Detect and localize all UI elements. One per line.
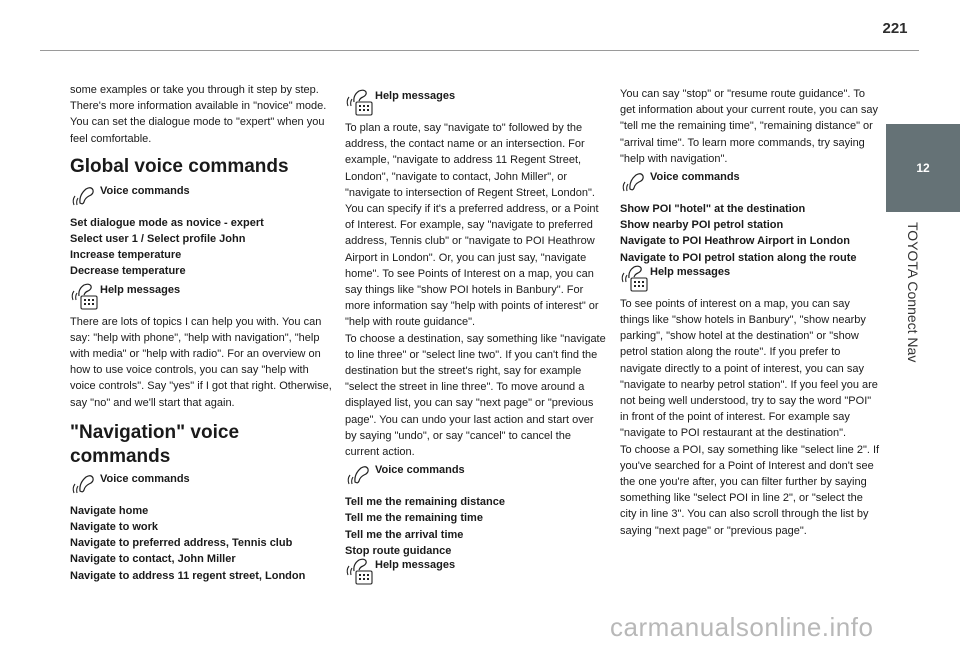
- intro-paragraph: You can say "stop" or "resume route guidance". To get information about your current route, you can say "tell me the remaining time", "remaining distance" or "arrival time". To learn more commands, try saying "help with navigation".: [620, 88, 879, 165]
- command-item: Show nearby POI petrol station: [620, 219, 784, 232]
- help-paragraph: To see points of interest on a map, you can say things like "show hotels in Banbury", "show nearby parking", "show hotel at the destination" or "show petrol station along the route". If you prefer to navigate directly to a point of interest, you can say "navigate to nearby petrol station". If you feel you are not being well understood, try to say the word "POI" in front of the point of interest. For example say "navigate to POI restaurant at the destination".: [620, 297, 878, 440]
- voice-command-icon: [70, 471, 100, 499]
- command-item: Tell me the remaining distance: [345, 496, 505, 509]
- voice-commands-row: [620, 169, 882, 197]
- voice-commands-row: [345, 462, 607, 490]
- voice-command-icon: [345, 462, 375, 490]
- command-item: Decrease temperature: [70, 265, 186, 278]
- command-item: Increase temperature: [70, 249, 182, 262]
- help-messages-label: Help messages: [650, 265, 731, 278]
- voice-commands-row: [70, 471, 332, 499]
- command-item: Navigate to contact, John Miller: [70, 553, 236, 566]
- page-number: 221: [882, 20, 908, 37]
- column-1: [70, 82, 332, 584]
- command-list: [70, 215, 332, 280]
- command-item: Stop route guidance: [345, 544, 452, 557]
- command-item: Navigate home: [70, 504, 149, 517]
- chapter-title: TOYOTA Connect Nav: [905, 222, 921, 363]
- help-messages-row: [345, 88, 607, 116]
- intro-paragraph: some examples or take you through it step by step. There's more information available in "novice" mode. You can set the dialogue mode to "expert" when you feel comfortable.: [70, 84, 327, 145]
- command-item: Tell me the arrival time: [345, 528, 464, 541]
- help-message-icon: [345, 88, 375, 116]
- watermark: carmanualsonline.info: [610, 612, 874, 642]
- help-messages-row: [345, 557, 607, 585]
- command-item: Navigate to address 11 regent street, London: [70, 569, 306, 582]
- help-messages-row: [70, 282, 332, 310]
- voice-command-icon: [70, 183, 100, 211]
- help-paragraph: To plan a route, say "navigate to" followed by the address, the contact name or an intersection. For example, "navigate to address 11 Regent Street, London", "navigate to contact, John Miller", or "navigate to intersection of Regent Street, London". You can specify if it's a preferred address, or a Point of Interest. For example, say "navigate to preferred address, Tennis club" or "navigate to POI Heathrow Airport in London". Or, you can just say, "navigate home". To see Points of Interest on a map, you can say things like "show POI hotels in Banbury". For more information say "help with points of interest" or "help with route guidance".: [345, 122, 599, 329]
- help-message-icon: [70, 282, 100, 310]
- command-list: [70, 503, 332, 584]
- help-message-icon: [620, 264, 650, 292]
- chapter-side-label: [905, 222, 931, 412]
- heading-navigation-voice-commands: "Navigation" voice commands: [70, 421, 240, 467]
- command-item: Navigate to work: [70, 521, 159, 534]
- column-2: [345, 86, 607, 589]
- command-item: Navigate to POI Heathrow Airport in London: [620, 235, 850, 248]
- command-item: Show POI "hotel" at the destination: [620, 203, 806, 216]
- command-item: Tell me the remaining time: [345, 512, 483, 525]
- chapter-tab: 12: [886, 124, 960, 212]
- voice-commands-label: Voice commands: [375, 464, 465, 477]
- heading-global-voice-commands: Global voice commands: [70, 155, 289, 177]
- help-paragraph: To choose a POI, say something like "select line 2". If you've searched for a Point of Interest and don't see the one you're after, you can filter further by saying something like "select POI in line 2", or "select the city in line 3". You can also scroll through the list by saying "next page" or "previous page".: [620, 443, 880, 537]
- command-item: Navigate to preferred address, Tennis club: [70, 537, 293, 550]
- command-item: Set dialogue mode as novice - expert: [70, 216, 264, 229]
- help-paragraph: There are lots of topics I can help you with. You can say: "help with phone", "help with navigation", "help with media" or "help with radio". For an overview on how to use voice controls, you can say "help with voice controls". Say "yes" if I got that right. Otherwise, say "no" and we'll start that again.: [70, 315, 332, 409]
- voice-commands-label: Voice commands: [650, 171, 740, 184]
- help-messages-label: Help messages: [375, 559, 456, 572]
- header-rule: [40, 50, 919, 51]
- help-messages-label: Help messages: [100, 283, 181, 296]
- command-item: Select user 1 / Select profile John: [70, 233, 246, 246]
- voice-commands-label: Voice commands: [100, 184, 190, 197]
- help-messages-label: Help messages: [375, 90, 456, 102]
- voice-commands-label: Voice commands: [100, 472, 190, 485]
- help-messages-row: [620, 264, 882, 292]
- command-list: [620, 201, 882, 266]
- command-item: Navigate to POI petrol station along the route: [620, 251, 857, 264]
- help-paragraph: To choose a destination, say something like "navigate to line three" or "select line two". If you can't find the destination but the street's right, say for example "select the street in line three". To move around a displayed list, you can say "next page" or "previous page". You can undo your last action and start over by saying "undo", or say "cancel" to cancel the current action.: [345, 332, 606, 459]
- command-list: [345, 494, 607, 559]
- help-message-icon: [345, 557, 375, 585]
- voice-commands-row: [70, 183, 332, 211]
- column-3: [620, 86, 882, 539]
- voice-command-icon: [620, 169, 650, 197]
